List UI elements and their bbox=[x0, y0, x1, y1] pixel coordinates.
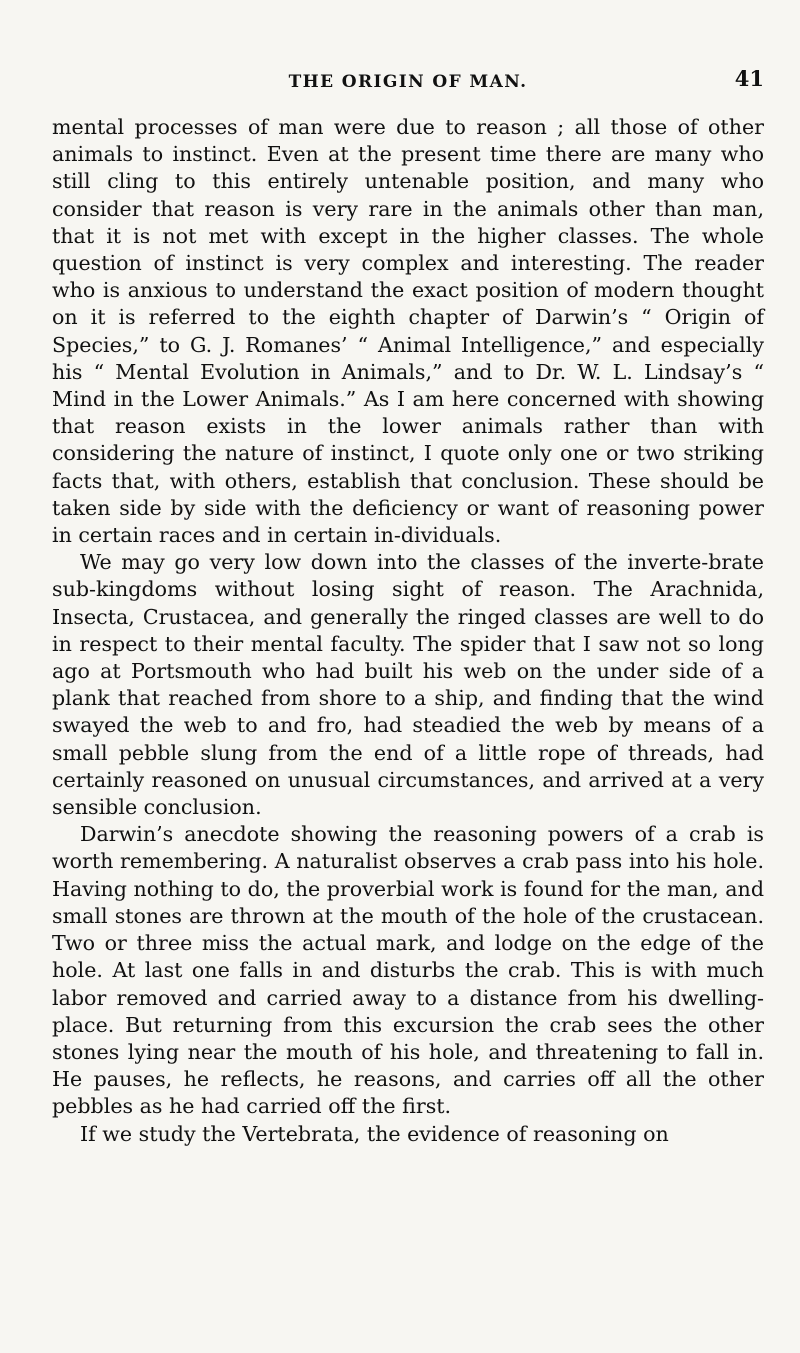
paragraph: If we study the Vertebrata, the evidence of reasoning on bbox=[80, 1121, 669, 1146]
paragraph: Darwin’s anecdote showing the reasoning powers of a crab is worth remembering. A naturalist observes a crab pass into his hole. Having nothing to do, the proverbial work is found for the man, and small stones are thrown at the mouth of the hole of the crustacean. Two or three miss the actual mark, and lodge on the edge of the hole. At last one falls in and disturbs the crab. This is with much labor removed and carried away to a distance from his dwelling-place. But returning from this excursion the crab sees the other stones lying near the mouth of his hole, and threatening to fall in. He pauses, he reflects, he reasons, and carries off all the other pebbles as he had carried off the first. bbox=[52, 822, 764, 1119]
running-head bbox=[52, 66, 764, 102]
body-text bbox=[52, 114, 764, 1148]
paragraph: We may go very low down into the classes of the inverte-brate sub-kingdoms without losing sight of reason. The Arachnida, Insecta, Crustacea, and generally the ringed classes are well to do in respect to their mental faculty. The spider that I saw not so long ago at Portsmouth who had built his web on the under side of a plank that reached from shore to a ship, and finding that the wind swayed the web to and fro, had steadied the web by means of a small pebble slung from the end of a little rope of threads, had certainly reasoned on unusual circumstances, and arrived at a very sensible conclusion. bbox=[52, 550, 764, 820]
running-title: THE ORIGIN OF MAN. bbox=[288, 72, 528, 92]
paragraph: mental processes of man were due to reason ; all those of other animals to instinct. Even at the present time there are many who still cling to this entirely untenable position, and many who consider that reason is very rare in the animals other than man, that it is not met with except in the higher classes. The whole question of instinct is very complex and interesting. The reader who is anxious to understand the exact position of modern thought on it is referred to the eighth chapter of Darwin’s “ Origin of Species,” to G. J. Romanes’ “ Animal Intelligence,” and especially his “ Mental Evolution in Animals,” and to Dr. W. L. Lindsay’s “ Mind in the Lower Animals.” As I am here concerned with showing that reason exists in the lower animals rather than with considering the nature of instinct, I quote only one or two striking facts that, with others, establish that conclusion. These should be taken side by side with the deficiency or want of reasoning power in certain races and in certain in-dividuals. bbox=[52, 115, 764, 548]
page-number: 41 bbox=[734, 66, 764, 91]
